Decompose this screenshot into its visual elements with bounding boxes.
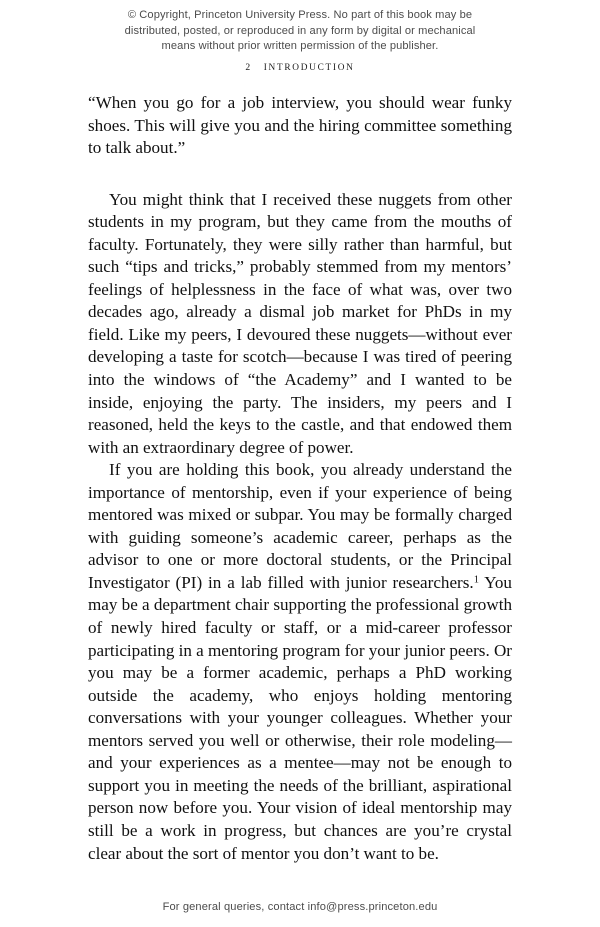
body-paragraph-2-text-a: If you are holding this book, you already understand the importance of mentorship, even if your experience of being mentored was mixed or subpar. You may be formally charged with guiding someone’s academic career, perhaps as the advisor to one or more doctoral students, or the Principal Investigator (PI) in a lab filled with junior researchers. — [88, 460, 512, 592]
paragraph-spacer — [88, 160, 512, 189]
copyright-notice-line-1: © Copyright, Princeton University Press. No part of this book may be — [127, 9, 473, 21]
pull-quote-paragraph: “When you go for a job interview, you should wear funky shoes. This will give you and the hiring committee something to talk about.” — [88, 93, 512, 158]
text-block — [88, 92, 512, 865]
body-paragraph-2 — [88, 459, 512, 865]
footer-general-queries: For general queries, contact info@press.princeton.edu — [162, 901, 438, 913]
copyright-notice-line-2: distributed, posted, or reproduced in any form by digital or mechanical — [124, 24, 476, 37]
body-paragraph-2-text-b: You may be a department chair supporting the professional growth of newly hired faculty or staff, or a mid-career professor participating in a mentoring program for your junior peers. Or you may be a former academic, perhaps a PhD working outside the academy, who enjoys holding mentoring conversations with your younger colleagues. Whether your mentors served you well or otherwise, their role modeling—and your experiences as a mentee—may not be enough to support you in meeting the needs of the brilliant, aspirational person now before you. Your vision of ideal mentorship may still be a work in progress, but chances are you’re crystal clear about the sort of mentor you don’t want to be. — [88, 572, 512, 863]
running-head-title: INTRODUCTION — [263, 63, 355, 73]
body-paragraph-1: You might think that I received these nuggets from other students in my program, but they came from the mouths of faculty. Fortunately, they were silly rather than harmful, but such “tips and tricks,” probably stemmed from my mentors’ feelings of helplessness in the face of what was, over two decades ago, already a dismal job market for PhDs in my field. Like my peers, I devoured these nuggets—without ever developing a taste for scotch—because I was tired of peering into the windows of “the Academy” and I wanted to be inside, enjoying the party. The insiders, my peers and I reasoned, held the keys to the castle, and that endowed them with an extraordinary degree of power. — [88, 189, 512, 457]
running-head — [0, 62, 600, 73]
copyright-notice-line-3: means without prior written permission of the publisher. — [161, 40, 439, 52]
copyright-notice — [96, 8, 504, 55]
footnote-reference-1: 1 — [473, 574, 479, 586]
page-number: 2 — [245, 62, 251, 73]
